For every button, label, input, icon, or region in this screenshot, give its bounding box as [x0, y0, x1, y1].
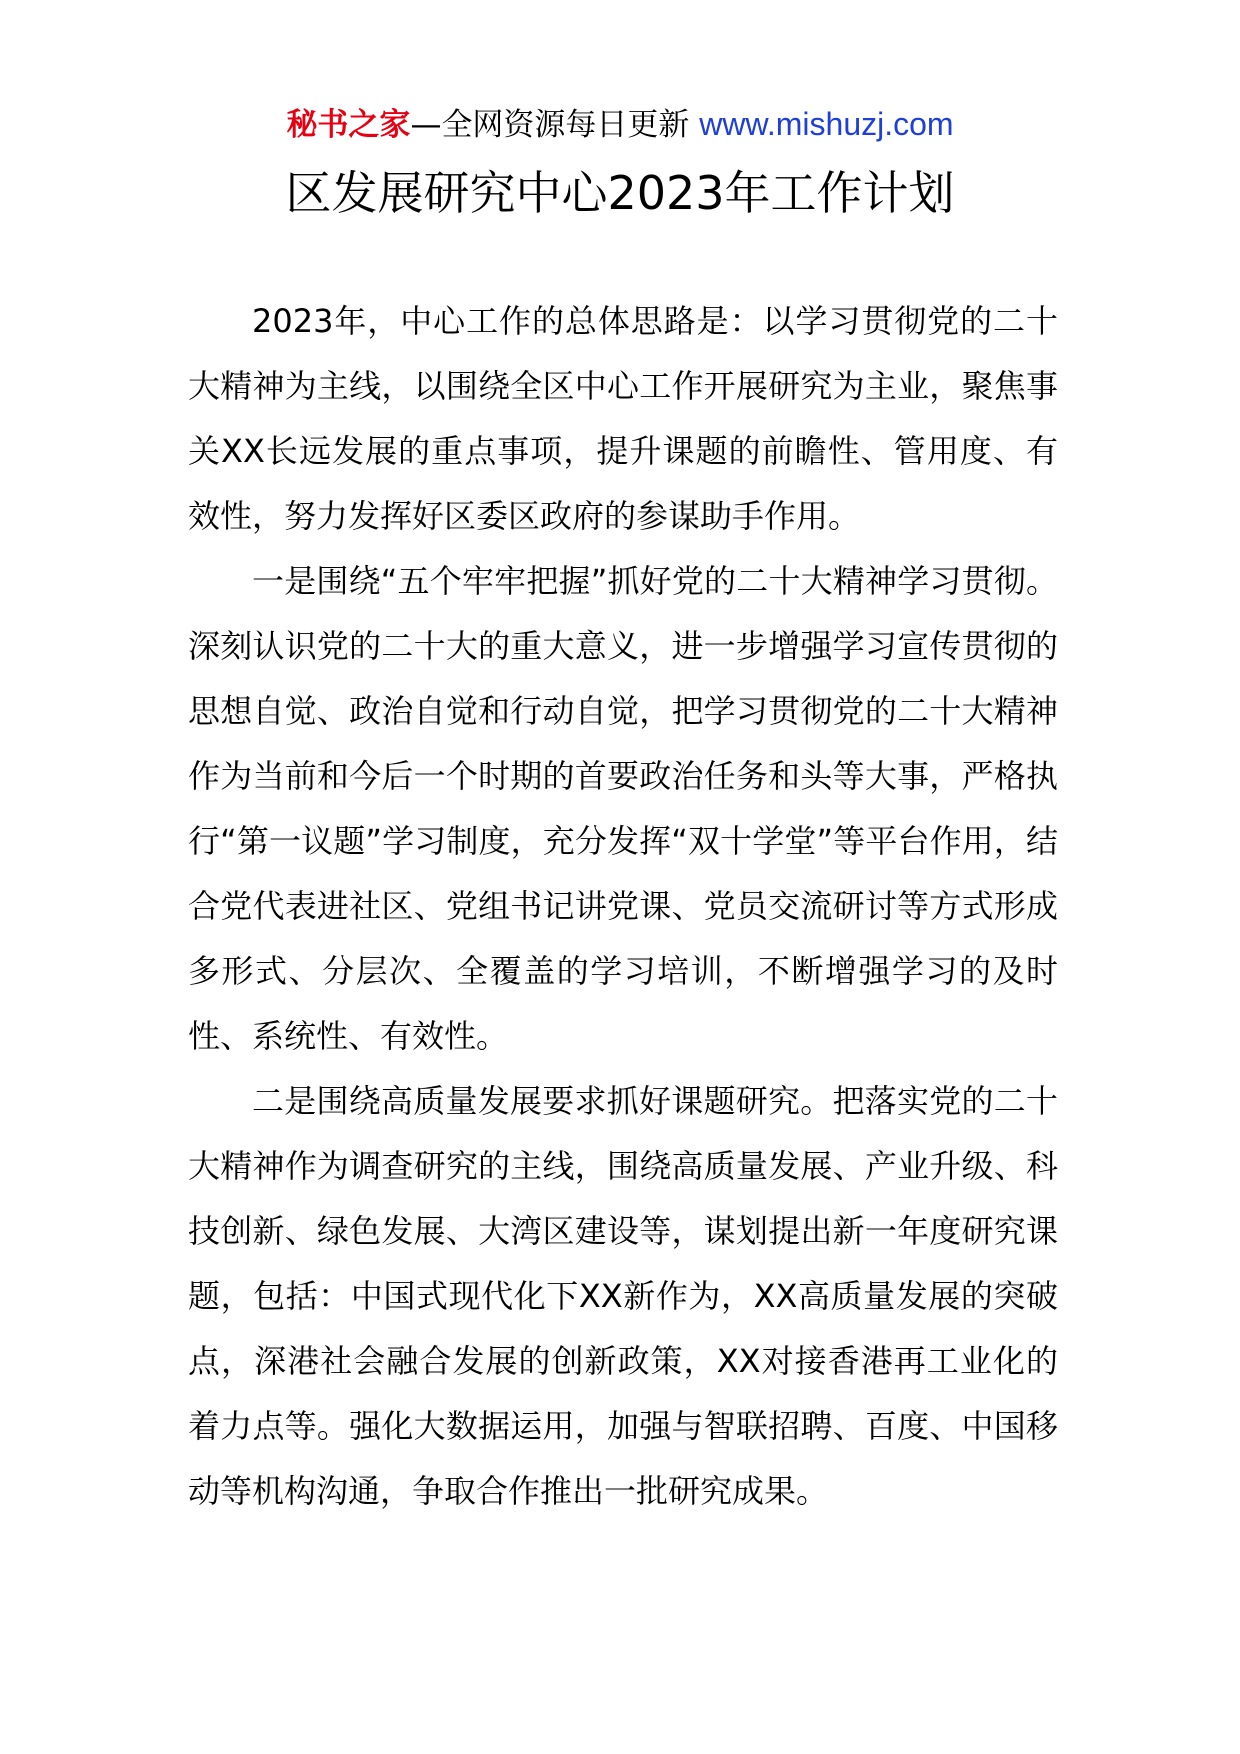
watermark-header [0, 102, 1240, 147]
document-title: 区发展研究中心2023年工作计划 [285, 166, 955, 220]
paragraph-point-two: 二是围绕高质量发展要求抓好课题研究。把落实党的二十大精神作为调查研究的主线，围绕高质量发展、产业升级、科技创新、绿色发展、大湾区建设等，谋划提出新一年度研究课题，包括：中国式现代化下XX新作为，XX高质量发展的突破点，深港社会融合发展的创新政策，XX对接香港再工业化的着力点等。强化大数据运用，加强与智联招聘、百度、中国移动等机构沟通，争取合作推出一批研究成果。 [188, 1082, 1058, 1510]
paragraph-point-one: 一是围绕“五个牢牢把握”抓好党的二十大精神学习贯彻。深刻认识党的二十大的重大意义，进一步增强学习宣传贯彻的思想自觉、政治自觉和行动自觉，把学习贯彻党的二十大精神作为当前和今后一个时期的首要政治任务和头等大事，严格执行“第一议题”学习制度，充分发挥“双十学堂”等平台作用，结合党代表进社区、党组书记讲党课、党员交流研讨等方式形成多形式、分层次、全覆盖的学习培训，不断增强学习的及时性、系统性、有效性。 [188, 562, 1058, 1055]
brand-url-link[interactable]: www.mishuzj.com [699, 106, 954, 142]
document-body [188, 289, 1058, 1524]
brand-slogan: —全网资源每日更新 [410, 107, 700, 143]
brand-name: 秘书之家 [286, 107, 411, 143]
paragraph-overview: 2023年，中心工作的总体思路是：以学习贯彻党的二十大精神为主线，以围绕全区中心工作开展研究为主业，聚焦事关XX长远发展的重点事项，提升课题的前瞻性、管用度、有效性，努力发挥好区委区政府的参谋助手作用。 [188, 302, 1058, 535]
